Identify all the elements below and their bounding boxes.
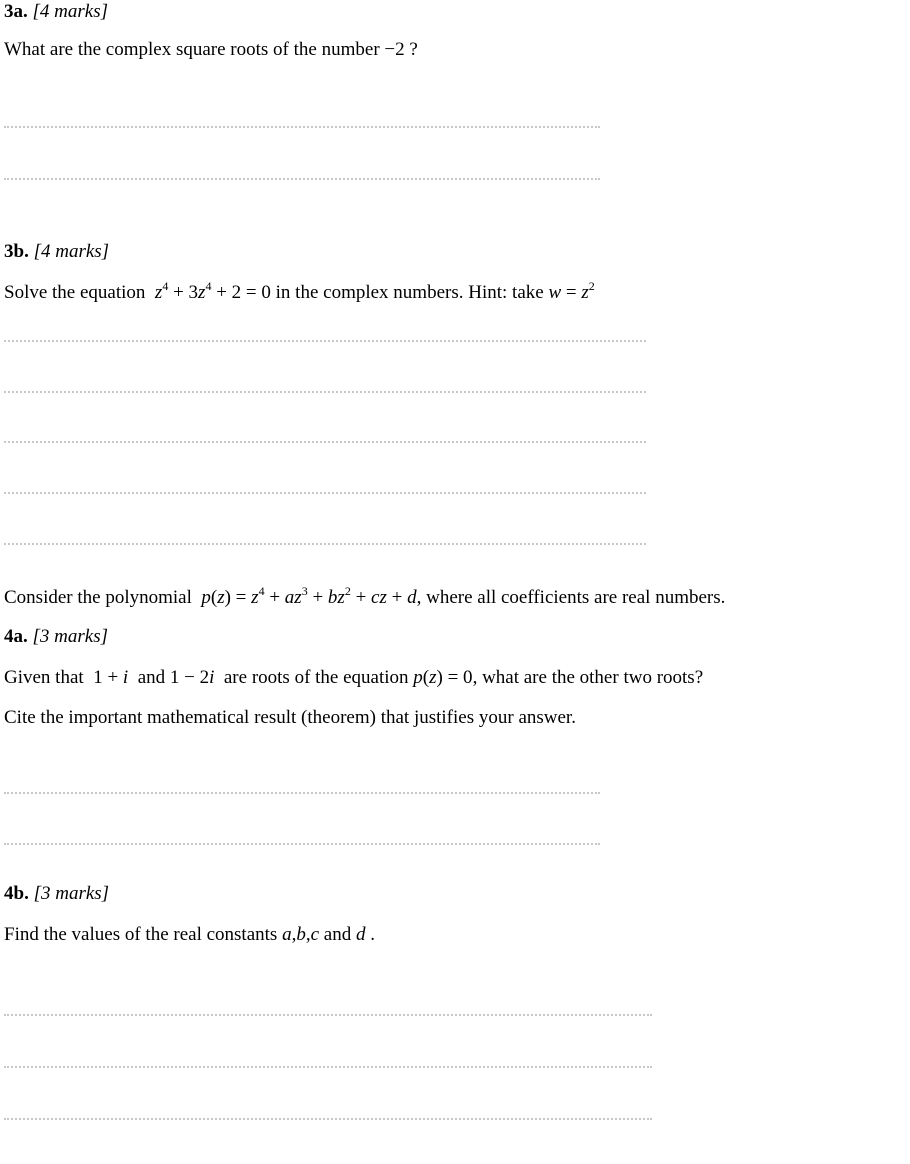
polynomial-statement: Consider the polynomial $p(z) = z^4 + az^3 + bz^2$ + cz + d, where all coefficients are real numbers. bbox=[4, 584, 726, 608]
answer-line[interactable] bbox=[4, 543, 646, 545]
question-4a-prompt: Given that 1 + i and 1 − 2i are roots of the equation p(z) = 0, what are the other two roots? bbox=[4, 667, 704, 688]
answer-line[interactable] bbox=[4, 1014, 652, 1016]
answer-line[interactable] bbox=[4, 492, 646, 494]
question-number: 4b. bbox=[4, 883, 29, 904]
marks-label: [4 marks] bbox=[33, 241, 110, 262]
answer-line[interactable] bbox=[4, 391, 646, 393]
question-3a-header bbox=[4, 0, 108, 24]
marks-label: [3 marks] bbox=[32, 626, 108, 647]
answer-line[interactable] bbox=[4, 1118, 652, 1120]
marks-label: [3 marks] bbox=[33, 883, 110, 904]
question-4a-header bbox=[4, 625, 108, 649]
answer-line[interactable] bbox=[4, 340, 646, 342]
question-4b-prompt: Find the values of the real constants a,b,c and d . bbox=[4, 924, 375, 945]
question-number: 3b. bbox=[4, 241, 29, 262]
question-3b-prompt: Solve the equation $z^4 + 3z^4 + 2 = 0$ in the complex numbers. Hint: take $w = z^2$ bbox=[4, 279, 595, 303]
answer-line[interactable] bbox=[4, 178, 600, 180]
answer-line[interactable] bbox=[4, 843, 600, 845]
question-number: 3a. bbox=[4, 1, 28, 22]
answer-line[interactable] bbox=[4, 126, 600, 128]
question-number: 4a. bbox=[4, 626, 28, 647]
answer-line[interactable] bbox=[4, 1066, 652, 1068]
question-3a-prompt: What are the complex square roots of the number −2 ? bbox=[4, 39, 418, 60]
answer-line[interactable] bbox=[4, 792, 600, 794]
question-4b-header bbox=[4, 882, 109, 906]
marks-label: [4 marks] bbox=[32, 1, 108, 22]
question-3b-header bbox=[4, 240, 109, 264]
question-4a-cite: Cite the important mathematical result (theorem) that justifies your answer. bbox=[4, 707, 576, 728]
answer-line[interactable] bbox=[4, 441, 646, 443]
